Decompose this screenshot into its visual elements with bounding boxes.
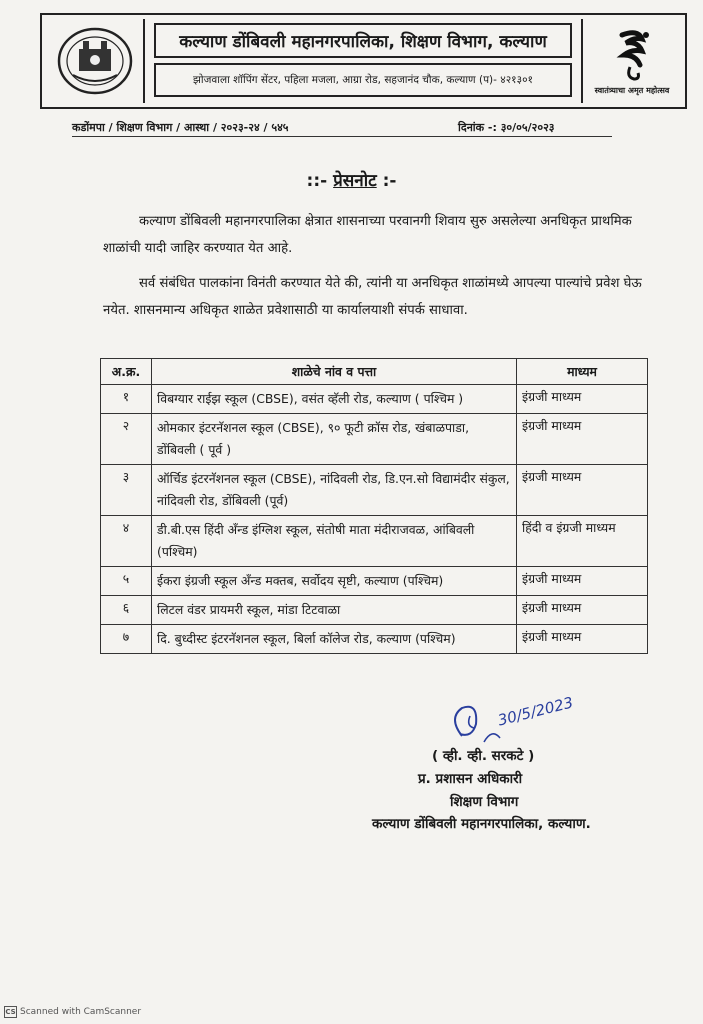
amrit-mahotsav-logo	[581, 19, 681, 103]
page-title: ::- प्रेसनोट :-	[306, 171, 397, 191]
reference-divider	[72, 136, 612, 137]
reference-line	[72, 120, 612, 135]
scanner-watermark	[4, 1006, 141, 1018]
col-header-school: शाळेचे नांव व पत्ता	[152, 359, 517, 385]
signatory-department: शिक्षण विभाग	[450, 794, 519, 810]
unauthorized-schools-table	[100, 358, 648, 654]
camscanner-icon: CS	[5, 1008, 16, 1016]
table-row: २ ओमकार इंटरनॅशनल स्कूल (CBSE), ९० फूटी क्रॉस रोड, खंबाळपाडा, डोंबिवली ( पूर्व ) इंग्रजी माध्यम	[101, 414, 648, 465]
table-row: ६ लिटल वंडर प्रायमरी स्कूल, मांडा टिटवाळा इंग्रजी माध्यम	[101, 596, 648, 625]
letter-date: दिनांक -: ३०/०५/२०२३	[458, 121, 555, 134]
signature-date: 30/5/2023	[496, 693, 575, 730]
signatory-designation: प्र. प्रशासन अधिकारी	[418, 771, 523, 787]
municipal-emblem-icon	[47, 19, 145, 103]
press-note-title: प्रेसनोट	[333, 171, 377, 191]
office-title: कल्याण डोंबिवली महानगरपालिका, शिक्षण विभाग, कल्याण	[154, 23, 572, 58]
signatory-name: ( व्ही. व्ही. सरकटे )	[432, 748, 535, 764]
reference-number: कडोंमपा / शिक्षण विभाग / आस्था / २०२३-२४ / ५४५	[72, 121, 289, 134]
table-row: ७ दि. बुध्दीस्ट इंटरनॅशनल स्कूल, बिर्ला कॉलेज रोड, कल्याण (पश्चिम) इंग्रजी माध्यम	[101, 625, 648, 654]
letterhead	[40, 13, 687, 109]
signatory-organization: कल्याण डोंबिवली महानगरपालिका, कल्याण.	[372, 816, 591, 832]
table-row: ५ ईकरा इंग्रजी स्कूल अँन्ड मक्तब, सर्वोदय सृष्टी, कल्याण (पश्चिम) इंग्रजी माध्यम	[101, 567, 648, 596]
col-header-sr: अ.क्र.	[101, 359, 152, 385]
amrit-mahotsav-icon	[608, 27, 656, 83]
paragraph-parent-advice: सर्व संबंधित पालकांना विनंती करण्यात येते की, त्यांनी या अनधिकृत शाळांमध्ये आपल्या पाल्यांचे प्रवेश घेऊ नयेत. शासनमान्य अधिकृत शाळेत प्रवेशासाठी या कार्यालयाशी संपर्क साधावा.	[103, 276, 642, 318]
table-row: १ विबग्यार राईझ स्कूल (CBSE), वसंत व्हॅली रोड, कल्याण ( पश्चिम ) इंग्रजी माध्यम	[101, 385, 648, 414]
logo-caption: स्वातंत्र्याचा अमृत महोत्सव	[594, 85, 670, 95]
paragraph-announcement: कल्याण डोंबिवली महानगरपालिका क्षेत्रात शासनाच्या परवानगी शिवाय सुरु असलेल्या अनधिकृत प्राथमिक शाळांची यादी जाहिर करण्यात येत आहे.	[103, 214, 632, 256]
watermark-text: Scanned with CamScanner	[20, 1007, 142, 1017]
col-header-medium: माध्यम	[517, 359, 648, 385]
table-header-row	[101, 359, 648, 385]
table-row: ४ डी.बी.एस हिंदी अँन्ड इंग्लिश स्कूल, संतोषी माता मंदीराजवळ, आंबिवली (पश्चिम) हिंदी व इंग्रजी माध्यम	[101, 516, 648, 567]
office-address: झोजवाला शॉपिंग सेंटर, पहिला मजला, आग्रा रोड, सहजानंद चौक, कल्याण (प)- ४२१३०१	[154, 63, 572, 97]
table-row: ३ ऑर्चिड इंटरनॅशनल स्कूल (CBSE), नांदिवली रोड, डि.एन.सो विद्यामंदीर संकुल, नांदिवली रोड, डोंबिवली (पूर्व) इंग्रजी माध्यम	[101, 465, 648, 516]
